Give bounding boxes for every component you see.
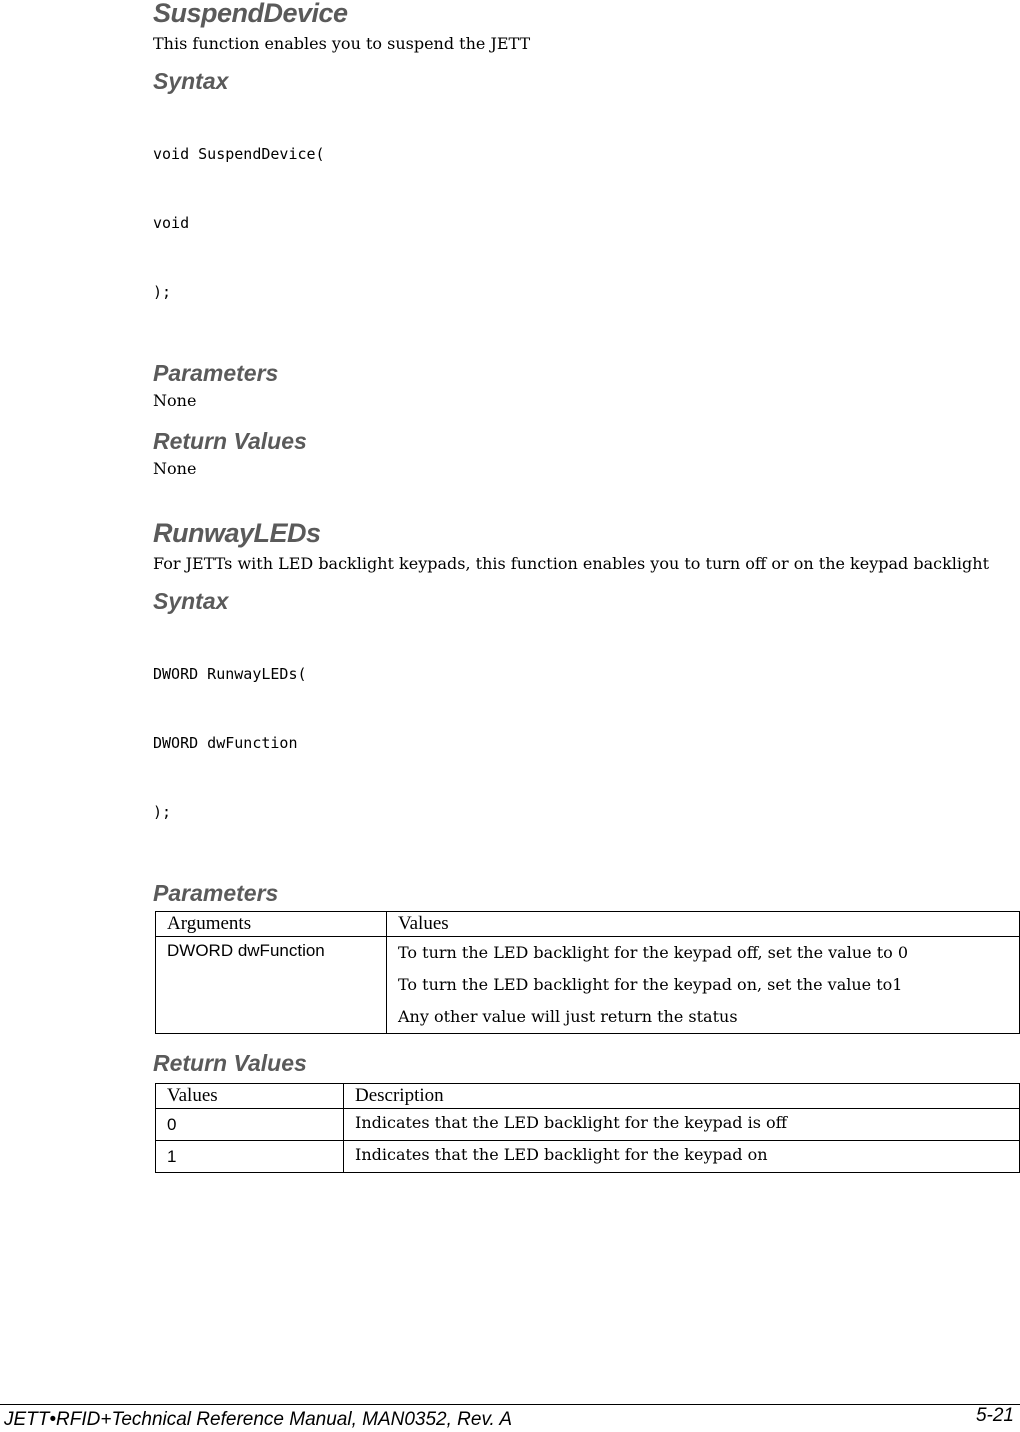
- runway-leds-description: For JETTs with LED backlight keypads, this function enables you to turn off or on the keypad backlight: [153, 554, 990, 573]
- values-cell: [387, 937, 1020, 1034]
- runway-syntax-line-3: );: [153, 803, 172, 821]
- return-value-cell: 1: [156, 1141, 344, 1173]
- argument-cell: DWORD dwFunction: [156, 937, 387, 1034]
- runway-syntax-line-1: DWORD RunwayLEDs(: [153, 665, 307, 683]
- return-description-cell: Indicates that the LED backlight for the keypad on: [344, 1141, 1020, 1173]
- return-description-cell: Indicates that the LED backlight for the keypad is off: [344, 1109, 1020, 1141]
- value-line-status: Any other value will just return the status: [398, 1007, 738, 1026]
- runway-leds-title: RunwayLEDs: [153, 518, 321, 548]
- suspend-syntax-block: [153, 97, 1020, 350]
- suspend-syntax-line-3: );: [153, 283, 172, 301]
- footer-page-number: 5-21: [975, 1405, 1014, 1426]
- parameters-table-header-row: [156, 912, 1020, 937]
- value-line-on: To turn the LED backlight for the keypad on, set the value to1: [398, 975, 903, 994]
- suspend-parameters-heading: Parameters: [153, 360, 279, 386]
- return-value-cell: 0: [156, 1109, 344, 1141]
- suspend-return-text: None: [153, 459, 197, 478]
- suspend-device-section: [153, 0, 1020, 480]
- runway-leds-section: [153, 518, 1020, 1173]
- runway-return-heading: Return Values: [153, 1050, 307, 1076]
- footer-divider: [0, 1404, 1020, 1405]
- arguments-column-header: Arguments: [156, 912, 387, 937]
- return-description-column-header: Description: [344, 1084, 1020, 1109]
- runway-syntax-block: [153, 617, 1020, 870]
- table-row: [156, 1109, 1020, 1141]
- value-line-off: To turn the LED backlight for the keypad off, set the value to 0: [398, 943, 909, 962]
- runway-return-table: [155, 1083, 1020, 1173]
- footer-manual-title: JETT•RFID+Technical Reference Manual, MAN0352, Rev. A: [4, 1409, 513, 1430]
- suspend-syntax-line-1: void SuspendDevice(: [153, 145, 325, 163]
- return-values-column-header: Values: [156, 1084, 344, 1109]
- suspend-device-title: SuspendDevice: [153, 0, 348, 28]
- page-content: [153, 0, 1020, 1173]
- runway-parameters-heading: Parameters: [153, 880, 279, 906]
- values-column-header: Values: [387, 912, 1020, 937]
- suspend-parameters-text: None: [153, 391, 197, 410]
- runway-parameters-table: [155, 911, 1020, 1034]
- runway-syntax-heading: Syntax: [153, 588, 229, 614]
- return-table-header-row: [156, 1084, 1020, 1109]
- runway-syntax-line-2: DWORD dwFunction: [153, 734, 298, 752]
- suspend-return-heading: Return Values: [153, 428, 307, 454]
- suspend-syntax-heading: Syntax: [153, 68, 229, 94]
- suspend-device-description: This function enables you to suspend the JETT: [153, 34, 531, 53]
- suspend-syntax-line-2: void: [153, 214, 190, 232]
- table-row: [156, 937, 1020, 1034]
- table-row: [156, 1141, 1020, 1173]
